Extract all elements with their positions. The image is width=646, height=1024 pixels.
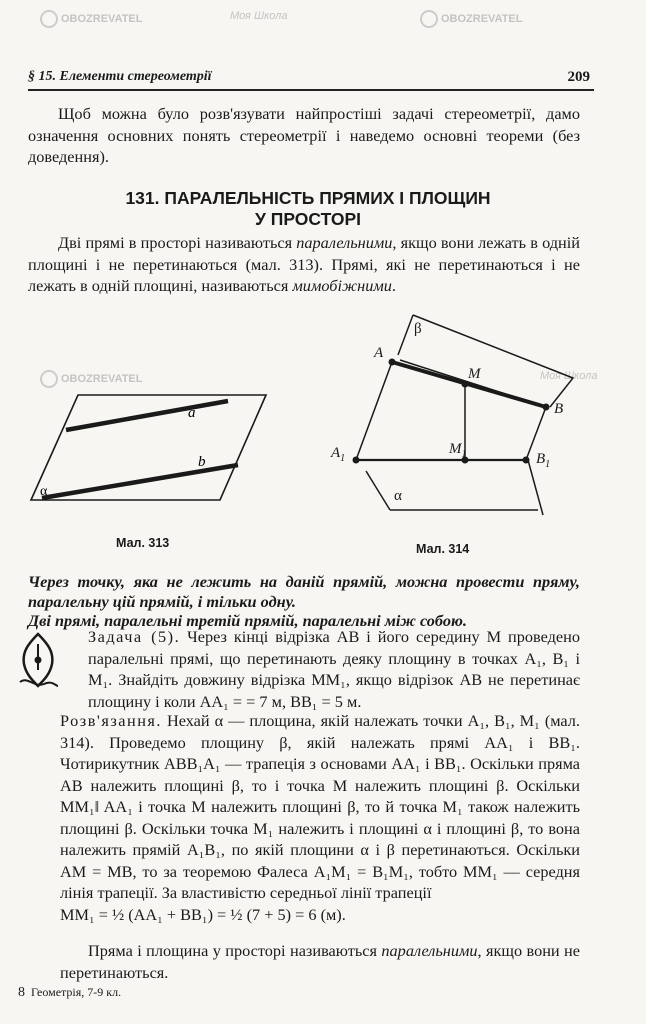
closing-paragraph: Пряма і площина у просторі називаються паралельними, якщо вони не перетинаються. — [60, 941, 580, 982]
fig314-label-B1: $B_1$ — [536, 451, 551, 470]
task-pen-icon — [14, 630, 62, 690]
figure-314 — [356, 315, 573, 515]
figure-313-caption: Мал. 313 — [116, 536, 170, 550]
fig314-label-M: M — [468, 366, 481, 382]
section-title: 131. ПАРАЛЕЛЬНІСТЬ ПРЯМИХ І ПЛОЩИН У ПРОСТОРІ — [125, 188, 491, 229]
fig314-label-alpha: α — [394, 488, 402, 504]
intro-paragraph: Щоб можна було розв'язувати найпростіші задачі стереометрії, дамо означення основних понять стереометрії і наведемо основні теореми (без доведення). — [28, 104, 580, 166]
watermark: OBOZREVATEL — [40, 370, 142, 388]
solution-paragraph: Розв'язання. Нехай α — площина, якій належать точки A₁, B₁, M₁ (мал. 314). Проведемо площину β, якій належать прямі AA₁ і BB₁. Чотирикутник ABB₁A₁ — трапеція з основами AA₁ і BB₁. Оскільки пряма AB належить площині β, то і точка M належить площині β. Оскільки MM₁‖ AA₁ і точка M належить площині β, то й точка M₁ також належить площині β. Оскільки точка M₁ належить і площині α і площині β, то вона належить прямій A₁B₁, по якій площини α і β перетинаються. Оскільки AM = MB, то за теоремою Фалеса A₁M₁ = B₁M₁, тобто MM₁ — середня лінія трапеції. За властивістю середньої лінії трапеції MM₁ = ½ (AA₁ + BB₁) = ½ (7 + 5) = 6 (м). — [60, 711, 580, 924]
page-number: 209 — [567, 69, 590, 85]
definition-paragraph: Дві прямі в просторі називаються паралельними, якщо вони лежать в одній площині і не перетинаються (мал. 313). Прямі, які не перетинаються і не лежать в одній площині, називаються мимобіжними. — [28, 233, 580, 295]
theorem-2: Дві прямі, паралельні третій прямій, паралельні між собою. — [28, 611, 467, 630]
watermark: OBOZREVATEL — [420, 10, 522, 28]
fig313-label-alpha: α — [40, 484, 48, 499]
header-rule — [28, 89, 594, 91]
watermark: Моя Школа — [230, 10, 288, 22]
watermark: Моя Школа — [540, 370, 598, 382]
figure-313 — [31, 395, 266, 500]
fig314-label-A1: $A_1$ — [331, 445, 346, 464]
fig314-label-M1: $M_1$ — [449, 441, 467, 460]
watermark: OBOZREVATEL — [40, 10, 142, 28]
theorems — [28, 572, 580, 631]
fig314-label-beta: β — [414, 321, 422, 337]
figures — [28, 305, 588, 540]
figure-314-caption: Мал. 314 — [416, 542, 470, 556]
solution-formula: MM₁ = ½ (AA₁ + BB₁) = ½ (7 + 5) = 6 (м). — [60, 904, 346, 924]
fig314-label-A: A — [374, 345, 384, 361]
fig313-label-b: b — [198, 454, 206, 470]
running-header: § 15. Елементи стереометрії — [28, 69, 212, 84]
fig313-label-a: a — [188, 405, 196, 421]
fig314-label-B: B — [554, 401, 564, 417]
task-paragraph: Задача (5). Через кінці відрізка AB і його середину M проведено паралельні прямі, що перетинають деяку площину в точках A₁, B₁ і M₁. Знайдіть довжину відрізка MM₁, якщо відрізок AB не перетинає площину і коли AA₁ = = 7 м, BB₁ = 5 м. — [88, 627, 580, 711]
theorem-1: Через точку, яка не лежить на даній прямій, можна провести пряму, паралельну цій прямій, і тільки одну. — [28, 572, 580, 611]
footer: 8 Геометрія, 7-9 кл. — [18, 985, 122, 1000]
